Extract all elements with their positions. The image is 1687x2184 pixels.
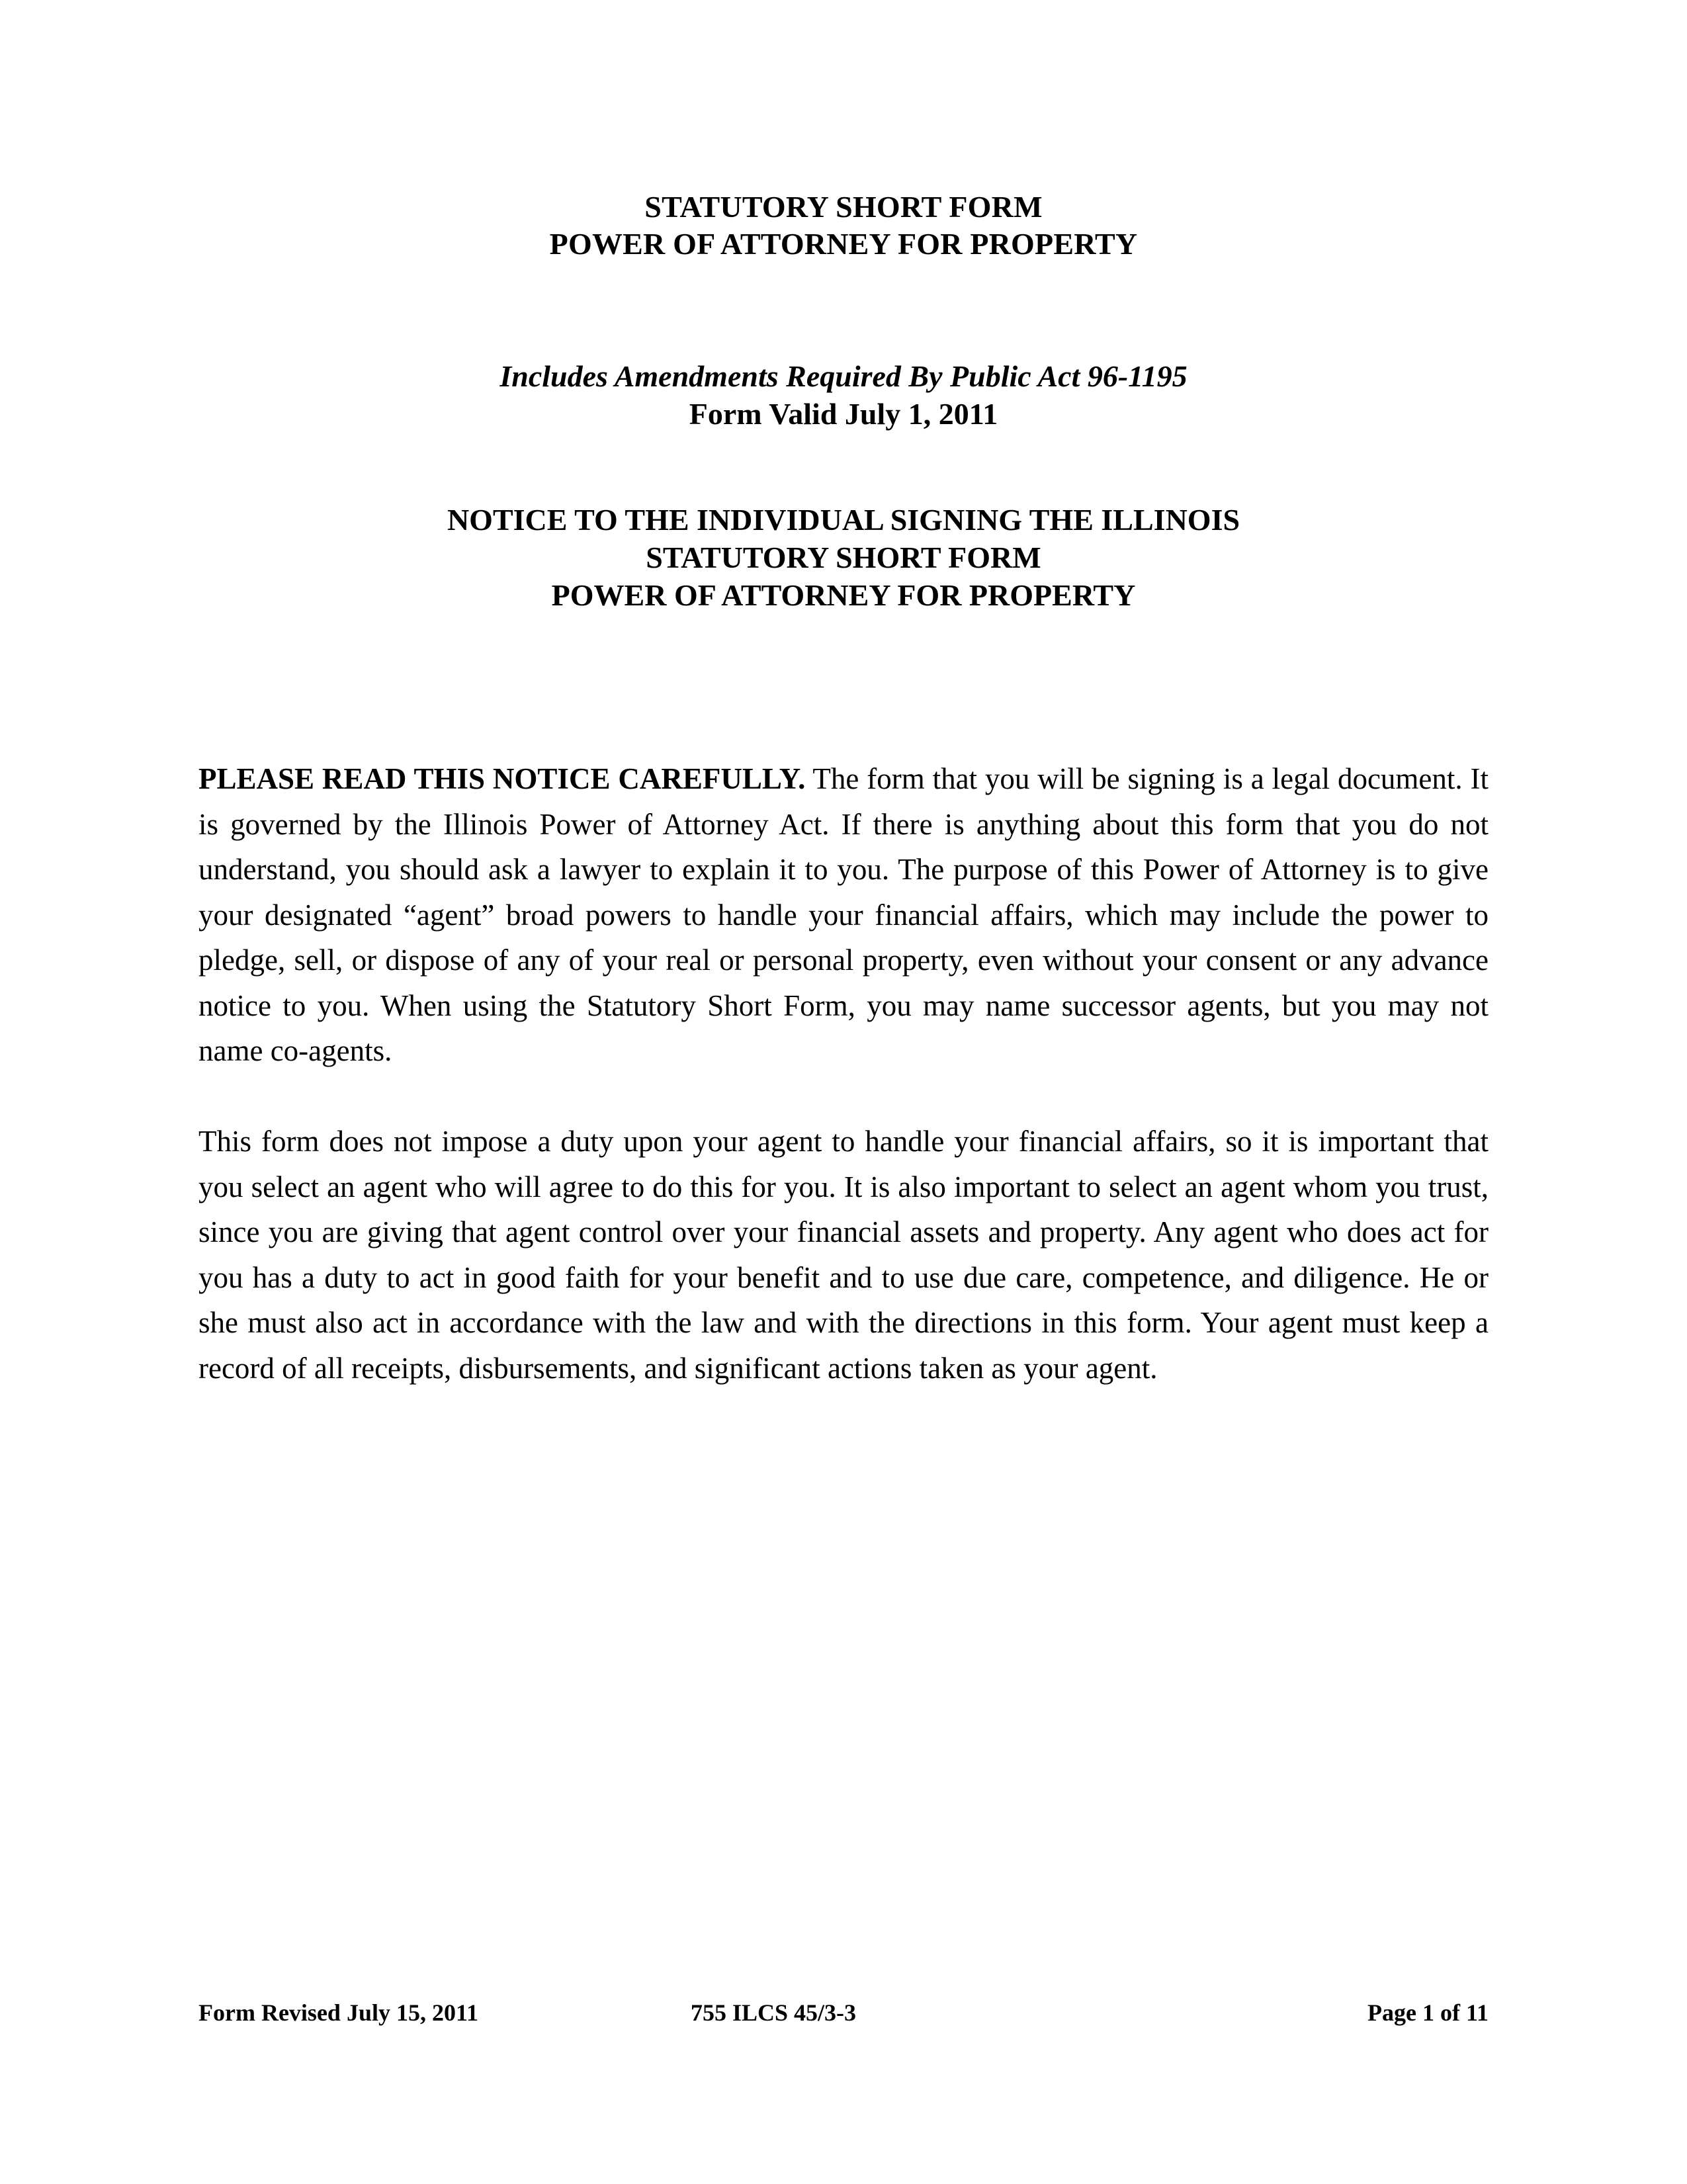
footer-statute-citation: 755 ILCS 45/3-3 bbox=[691, 1999, 857, 2026]
document-title-block bbox=[198, 189, 1489, 263]
footer-page-number: Page 1 of 11 bbox=[1367, 1999, 1489, 2026]
notice-paragraph-1 bbox=[198, 756, 1489, 1074]
form-validity-date: Form Valid July 1, 2011 bbox=[689, 397, 998, 431]
notice-heading-line-2: STATUTORY SHORT FORM bbox=[646, 541, 1041, 574]
page-title-line-2: POWER OF ATTORNEY FOR PROPERTY bbox=[549, 227, 1138, 261]
notice-paragraph-1-text: The form that you will be signing is a legal document. It is governed by the Illinois Power of Attorney Act. If there is anything about this form that you do not understand, you should ask a lawyer to explain it to you. The purpose of this Power of Attorney is to give your designated “agent” broad powers to handle your financial affairs, which may include the power to pledge, sell, or dispose of any of your real or personal property, even without your consent or any advance notice to you. When using the Statutory Short Form, you may name successor agents, but you may not name co-agents. bbox=[198, 762, 1489, 1067]
notice-heading-block bbox=[172, 501, 1515, 614]
amendments-notice: Includes Amendments Required By Public Act 96-1195 bbox=[499, 359, 1188, 393]
notice-heading-line-1: NOTICE TO THE INDIVIDUAL SIGNING THE ILLINOIS bbox=[447, 503, 1240, 537]
notice-paragraph-2: This form does not impose a duty upon your agent to handle your financial affairs, so it is important that you select an agent who will agree to do this for you. It is also important to select an agent whom you trust, since you are giving that agent control over your financial assets and property. Any agent who does act for you has a duty to act in good faith for your benefit and to use due care, competence, and diligence. He or she must also act in accordance with the law and with the directions in this form. Your agent must keep a record of all receipts, disbursements, and significant actions taken as your agent. bbox=[198, 1125, 1489, 1385]
document-body bbox=[198, 756, 1489, 1391]
notice-heading-line-3: POWER OF ATTORNEY FOR PROPERTY bbox=[551, 578, 1136, 612]
document-subtitle-block bbox=[198, 357, 1489, 433]
page-title-line-1: STATUTORY SHORT FORM bbox=[644, 190, 1043, 224]
footer-revision-date: Form Revised July 15, 2011 bbox=[198, 1999, 478, 2026]
page-footer bbox=[198, 1997, 1489, 2036]
notice-paragraph-1-lead: PLEASE READ THIS NOTICE CAREFULLY. bbox=[198, 762, 806, 795]
